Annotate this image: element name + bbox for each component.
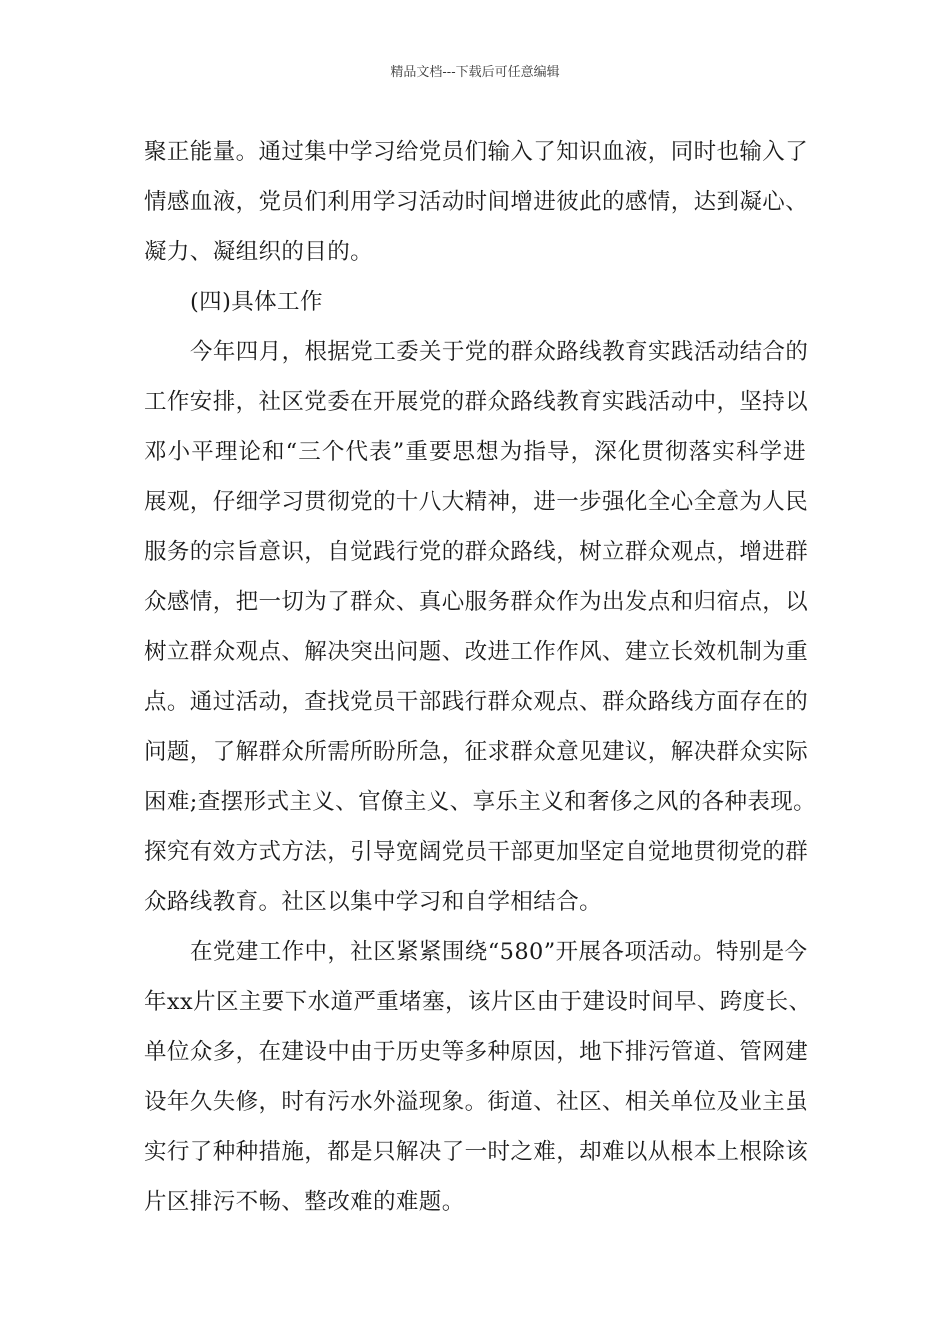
text-line: 树立群众观点、解决突出问题、改进工作作风、建立长效机制为重 [144, 639, 809, 665]
text-line: 问题，了解群众所需所盼所急，征求群众意见建议，解决群众实际 [144, 739, 809, 765]
text-line: 困难;查摆形式主义、官僚主义、享乐主义和奢侈之风的各种表现。 [144, 789, 817, 815]
paragraph [144, 127, 809, 277]
text-line: 探究有效方式方法，引导宽阔党员干部更加坚定自觉地贯彻党的群 [144, 839, 809, 865]
page-header: 精品文档---下载后可任意编辑 [390, 65, 560, 80]
paragraph [144, 327, 817, 927]
text-line: 凝力、凝组织的目的。 [144, 239, 374, 265]
text-line: 众路线教育。社区以集中学习和自学相结合。 [144, 889, 603, 915]
text-line: 今年四月，根据党工委关于党的群众路线教育实践活动结合的 [190, 339, 809, 365]
text-line: 工作安排，社区党委在开展党的群众路线教育实践活动中，坚持以 [144, 389, 809, 415]
text-line: 在党建工作中，社区紧紧围绕“580”开展各项活动。特别是今 [190, 939, 808, 965]
text-line: 情感血液，党员们利用学习活动时间增进彼此的感情，达到凝心、 [144, 189, 809, 215]
document-body [144, 127, 817, 1227]
text-line: 单位众多，在建设中由于历史等多种原因，地下排污管道、管网建 [144, 1039, 809, 1065]
text-line: 点。通过活动，查找党员干部践行群众观点、群众路线方面存在的 [144, 689, 809, 715]
text-line: (四)具体工作 [190, 289, 323, 315]
text-line: 邓小平理论和“三个代表”重要思想为指导，深化贯彻落实科学进 [144, 439, 806, 465]
text-line: 片区排污不畅、整改难的难题。 [144, 1189, 465, 1215]
text-line: 聚正能量。通过集中学习给党员们输入了知识血液，同时也输入了 [144, 139, 809, 165]
text-line: 年xx片区主要下水道严重堵塞，该片区由于建设时间早、跨度长、 [144, 989, 812, 1015]
text-line: 众感情，把一切为了群众、真心服务群众作为出发点和归宿点，以 [144, 589, 809, 615]
paragraph [144, 927, 812, 1227]
section-heading [144, 277, 806, 327]
text-line: 实行了种种措施，都是只解决了一时之难，却难以从根本上根除该 [144, 1139, 809, 1165]
text-line: 展观，仔细学习贯彻党的十八大精神，进一步强化全心全意为人民 [144, 489, 809, 515]
text-line: 服务的宗旨意识，自觉践行党的群众路线，树立群众观点，增进群 [144, 539, 809, 565]
text-line: 设年久失修，时有污水外溢现象。街道、社区、相关单位及业主虽 [144, 1089, 809, 1115]
